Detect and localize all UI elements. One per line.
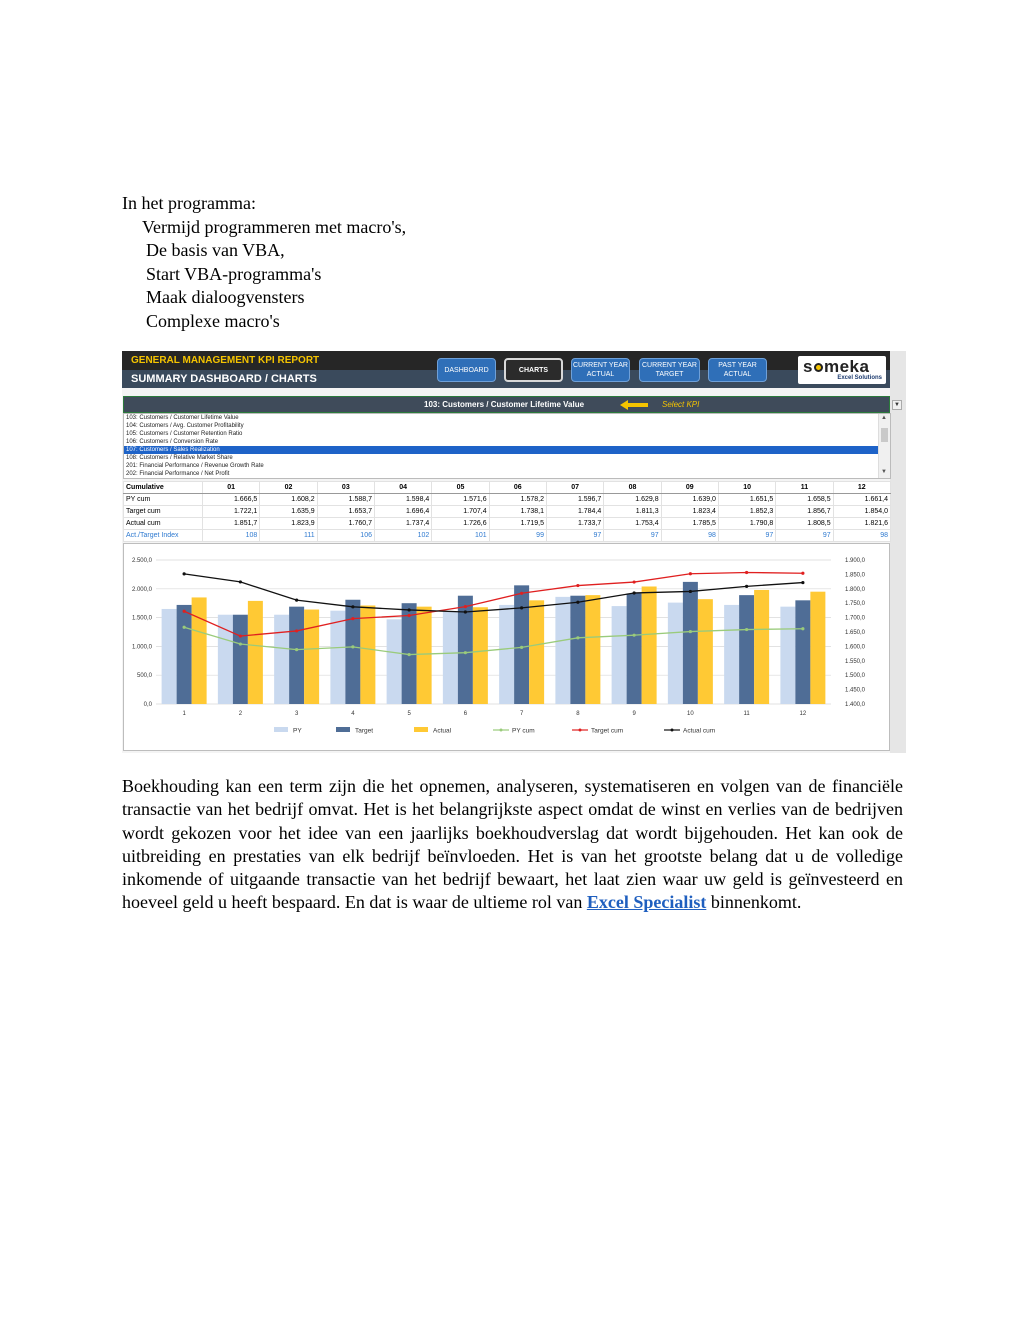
legend-marker (579, 729, 582, 732)
table-header-row (124, 482, 891, 494)
table-cell: 1.707,4 (432, 506, 489, 518)
someka-logo (798, 356, 886, 384)
point-actual-cum (408, 608, 411, 611)
current-year-target-button[interactable] (639, 358, 700, 382)
row-label: Act./Target Index (124, 530, 203, 542)
y-tick-label: 0,0 (143, 702, 152, 708)
chart-svg (124, 544, 889, 750)
point-py-cum (239, 642, 242, 645)
point-target-cum (745, 571, 748, 574)
x-tick-label: 5 (407, 711, 411, 717)
x-tick-label: 12 (799, 711, 807, 717)
header-cell: 07 (546, 482, 603, 494)
button-label-line2: ACTUAL (586, 371, 615, 378)
bar-target (345, 600, 360, 704)
kpi-list-item[interactable]: 105: Customers / Customer Retention Ratio (126, 431, 243, 437)
y2-tick-label: 1.900,0 (845, 558, 866, 564)
point-py-cum (295, 648, 298, 651)
legend-swatch (274, 727, 288, 732)
intro-item: Maak dialoogvensters (146, 287, 305, 307)
bar-actual (248, 601, 263, 704)
dropdown-arrow-icon[interactable]: ▼ (892, 400, 902, 410)
point-target-cum (801, 572, 804, 575)
table-cell: 1.738,1 (489, 506, 546, 518)
scroll-up-icon[interactable]: ▲ (881, 415, 887, 421)
kpi-selector-bar[interactable] (123, 396, 890, 413)
charts-button[interactable] (504, 358, 563, 382)
kpi-list-item[interactable]: 104: Customers / Avg. Customer Profitability (126, 423, 244, 429)
bar-py (499, 605, 514, 704)
listbox-scrollbar[interactable] (878, 414, 890, 478)
bar-py (724, 605, 739, 704)
table-cell: 1.811,3 (604, 506, 661, 518)
bar-py (218, 615, 233, 704)
point-target-cum (576, 584, 579, 587)
table-cell: 101 (432, 530, 489, 542)
logo-tagline: Excel Solutions (837, 375, 882, 381)
table-cell: 99 (489, 530, 546, 542)
y2-tick-label: 1.550,0 (845, 658, 866, 665)
point-py-cum (464, 651, 467, 654)
kpi-list-item[interactable]: 106: Customers / Conversion Rate (126, 439, 219, 445)
table-cell: 1.760,7 (317, 518, 374, 530)
kpi-list-item[interactable]: 108: Customers / Relative Market Share (126, 455, 233, 461)
bar-actual (642, 586, 657, 704)
bar-py (612, 606, 627, 704)
x-tick-label: 8 (576, 711, 580, 717)
point-py-cum (408, 653, 411, 656)
y-tick-label: 500,0 (136, 673, 152, 680)
header-cell: 10 (718, 482, 775, 494)
dashboard-button[interactable] (437, 358, 496, 382)
table-cell: 1.658,5 (776, 494, 833, 506)
bar-target (627, 593, 642, 704)
bar-actual (810, 592, 825, 704)
current-year-actual-button[interactable] (571, 358, 630, 382)
table-cell: 1.784,4 (546, 506, 603, 518)
kpi-list-item[interactable]: 103: Customers / Customer Lifetime Value (126, 415, 239, 421)
kpi-list-item[interactable]: 202: Financial Performance / Net Profit (126, 471, 230, 477)
combo-chart (123, 543, 890, 751)
y2-tick-label: 1.500,0 (845, 673, 866, 680)
point-actual-cum (633, 591, 636, 594)
table-cell: 1.726,6 (432, 518, 489, 530)
table-row (124, 506, 891, 518)
y2-tick-label: 1.600,0 (845, 644, 866, 651)
x-tick-label: 9 (632, 711, 636, 717)
x-tick-label: 4 (351, 711, 355, 717)
table-cell: 1.653,7 (317, 506, 374, 518)
table-cell: 1.635,9 (260, 506, 317, 518)
y2-tick-label: 1.650,0 (845, 630, 866, 636)
report-title: GENERAL MANAGEMENT KPI REPORT (131, 355, 320, 366)
table-cell: 1.578,2 (489, 494, 546, 506)
paragraph-text: Boekhouding kan een term zijn die het opnemen, analyseren, systematiseren en volgen van de financiële transactie van het bedrijf omvat. Het is het belangrijkste aspect omdat de winst en verlies van de bedrijven wordt gekozen voor het idee van een jaarlijks boekhoudverslag dat wordt bijgehouden. Het kan ook de uitbreiding en prestaties van elk bedrijf beïnvloeden. Het is van het grootste belang dat u de volledige inkomende of uitgaande transactie van het bedrijf bewaart, het laat zien waar uw geld is geïnvesteerd en hoeveel geld u heeft bespaard. En dat is waar de ultieme rol van (122, 776, 903, 913)
header-cell: 06 (489, 482, 546, 494)
point-actual-cum (745, 585, 748, 588)
bar-target (233, 615, 248, 704)
bar-target (739, 595, 754, 704)
table-cell: 1.856,7 (776, 506, 833, 518)
point-target-cum (239, 634, 242, 637)
bar-actual (417, 607, 432, 704)
logo-dot-icon (814, 363, 823, 372)
y-tick-label: 1.500,0 (131, 615, 152, 622)
kpi-list-item-selected[interactable]: 107: Customers / Sales Realization (124, 446, 890, 454)
bar-actual (698, 599, 713, 704)
bar-py (330, 611, 345, 704)
sheet-margin (890, 351, 906, 753)
x-tick-label: 6 (463, 711, 468, 717)
table-cell: 1.661,4 (833, 494, 890, 506)
bar-py (780, 607, 795, 704)
point-actual-cum (576, 601, 579, 604)
point-py-cum (183, 626, 186, 629)
table-cell: 1.753,4 (604, 518, 661, 530)
x-tick-label: 1 (182, 711, 186, 717)
bar-actual (754, 590, 769, 704)
point-target-cum (351, 617, 354, 620)
table-cell: 1.639,0 (661, 494, 718, 506)
y2-tick-label: 1.700,0 (845, 615, 866, 622)
point-actual-cum (464, 610, 467, 613)
legend-marker (671, 729, 674, 732)
bar-target (683, 582, 698, 704)
legend-marker (500, 729, 503, 732)
point-actual-cum (183, 572, 186, 575)
button-label-line2: TARGET (655, 371, 684, 378)
legend-swatch (414, 727, 428, 732)
bar-py (555, 597, 570, 704)
table-cell: 1.722,1 (203, 506, 260, 518)
table-cell: 97 (604, 530, 661, 542)
header-cell: 08 (604, 482, 661, 494)
table-cell: 98 (661, 530, 718, 542)
point-py-cum (633, 634, 636, 637)
point-py-cum (689, 630, 692, 633)
header-cell: 11 (776, 482, 833, 494)
report-subtitle: SUMMARY DASHBOARD / CHARTS (131, 373, 317, 385)
point-py-cum (576, 636, 579, 639)
point-py-cum (520, 646, 523, 649)
button-label-line1: PAST YEAR (718, 362, 757, 369)
table-cell: 1.733,7 (546, 518, 603, 530)
intro-block (122, 192, 406, 333)
header-cell: Cumulative (124, 482, 203, 494)
y-tick-label: 1.000,0 (131, 644, 152, 651)
point-actual-cum (295, 599, 298, 602)
dashboard-header (122, 351, 890, 388)
bar-target (514, 585, 529, 704)
paragraph-text-end: binnenkomt. (706, 892, 802, 913)
point-target-cum (183, 610, 186, 613)
y2-tick-label: 1.450,0 (845, 687, 866, 694)
y-tick-label: 2.500,0 (131, 558, 152, 564)
legend-label: Target cum (591, 727, 624, 735)
legend-label: PY cum (512, 727, 535, 735)
table-cell: 102 (374, 530, 431, 542)
table-cell: 1.852,3 (718, 506, 775, 518)
x-tick-label: 11 (743, 711, 750, 717)
table-cell: 1.571,6 (432, 494, 489, 506)
row-label: PY cum (124, 494, 203, 506)
point-target-cum (520, 592, 523, 595)
table-cell: 1.629,8 (604, 494, 661, 506)
point-target-cum (633, 580, 636, 583)
excel-specialist-link[interactable]: Excel Specialist (586, 892, 707, 913)
header-cell: 01 (203, 482, 260, 494)
point-py-cum (745, 628, 748, 631)
header-cell: 03 (317, 482, 374, 494)
intro-item: De basis van VBA, (146, 240, 285, 260)
bar-py (668, 603, 683, 704)
table-cell: 1.854,0 (833, 506, 890, 518)
bar-py (443, 612, 458, 704)
header-cell: 05 (432, 482, 489, 494)
point-actual-cum (689, 590, 692, 593)
table-cell: 1.790,8 (718, 518, 775, 530)
table-cell: 1.596,7 (546, 494, 603, 506)
table-cell: 111 (260, 530, 317, 542)
bar-py (387, 619, 402, 704)
body-paragraph (122, 775, 903, 915)
bar-actual (585, 595, 600, 704)
header-cell: 02 (260, 482, 317, 494)
y-tick-label: 2.000,0 (131, 586, 152, 593)
table-cell: 1.598,4 (374, 494, 431, 506)
legend-label: Target (355, 727, 374, 735)
kpi-listbox[interactable] (123, 413, 891, 479)
select-kpi-hint: Select KPI (662, 400, 700, 409)
table-cell: 1.666,5 (203, 494, 260, 506)
bar-actual (529, 600, 544, 704)
y2-tick-label: 1.800,0 (845, 586, 866, 593)
point-target-cum (408, 614, 411, 617)
bar-target (177, 605, 192, 704)
y2-tick-label: 1.400,0 (845, 702, 866, 708)
table-cell: 1.588,7 (317, 494, 374, 506)
table-cell: 1.851,7 (203, 518, 260, 530)
legend-swatch (336, 727, 350, 732)
x-tick-label: 7 (519, 711, 524, 717)
table-cell: 97 (546, 530, 603, 542)
bar-actual (192, 597, 207, 704)
row-label: Target cum (124, 506, 203, 518)
logo-wordmark: s meka (803, 357, 870, 376)
table-cell: 1.737,4 (374, 518, 431, 530)
table-cell: 1.821,6 (833, 518, 890, 530)
table-cell: 1.719,5 (489, 518, 546, 530)
table-cell: 1.823,9 (260, 518, 317, 530)
table-cell: 1.696,4 (374, 506, 431, 518)
y2-tick-label: 1.750,0 (845, 601, 866, 608)
kpi-dashboard-image (122, 351, 906, 753)
bar-actual (473, 607, 488, 704)
bar-target (570, 596, 585, 704)
legend-label: Actual cum (683, 727, 716, 735)
point-actual-cum (239, 580, 242, 583)
scroll-down-icon[interactable]: ▼ (881, 469, 887, 475)
point-target-cum (464, 605, 467, 608)
x-tick-label: 3 (294, 711, 299, 717)
point-actual-cum (801, 581, 804, 584)
intro-item: Vermijd programmeren met macro's, (142, 216, 407, 237)
table-cell: 1.823,4 (661, 506, 718, 518)
cumulative-table (123, 481, 891, 542)
table-cell: 97 (776, 530, 833, 542)
point-py-cum (801, 627, 804, 630)
arrow-left-icon (620, 400, 648, 410)
x-tick-label: 2 (238, 711, 243, 717)
selected-kpi-label: 103: Customers / Customer Lifetime Value (424, 400, 585, 409)
x-tick-label: 10 (687, 711, 694, 717)
point-py-cum (351, 645, 354, 648)
table-cell: 1.785,5 (661, 518, 718, 530)
point-target-cum (295, 629, 298, 632)
legend-label: Actual (433, 727, 452, 735)
intro-heading: In het programma: (122, 193, 256, 213)
bar-py (274, 615, 289, 704)
table-cell: 1.608,2 (260, 494, 317, 506)
bar-actual (360, 606, 375, 704)
table-row (124, 494, 891, 506)
button-label-line2: ACTUAL (723, 371, 752, 378)
intro-item: Complexe macro's (146, 310, 280, 331)
table-row (124, 518, 891, 530)
point-actual-cum (351, 605, 354, 608)
bar-actual (304, 610, 319, 704)
row-label: Actual cum (124, 518, 203, 530)
charts-button-label: CHARTS (518, 366, 549, 374)
legend-label: PY (293, 727, 302, 735)
intro-item: Start VBA-programma's (146, 263, 322, 284)
dashboard-button-label: DASHBOARD (444, 366, 489, 374)
button-label-line1: CURRENT YEAR (642, 362, 697, 369)
table-cell: 1.651,5 (718, 494, 775, 506)
index-row (124, 530, 891, 542)
y2-tick-label: 1.850,0 (845, 572, 866, 579)
point-actual-cum (520, 606, 523, 609)
header-cell: 12 (833, 482, 890, 494)
scroll-thumb[interactable] (881, 428, 888, 442)
table-cell: 108 (203, 530, 260, 542)
bar-target (795, 600, 810, 704)
point-target-cum (689, 572, 692, 575)
table-cell: 97 (718, 530, 775, 542)
kpi-list-item[interactable]: 201: Financial Performance / Revenue Growth Rate (126, 463, 264, 469)
header-cell: 09 (661, 482, 718, 494)
bar-target (289, 607, 304, 704)
header-cell: 04 (374, 482, 431, 494)
past-year-actual-button[interactable] (708, 358, 767, 382)
table-cell: 98 (833, 530, 890, 542)
table-cell: 1.808,5 (776, 518, 833, 530)
table-cell: 106 (317, 530, 374, 542)
bar-py (162, 609, 177, 704)
button-label-line1: CURRENT YEAR (573, 362, 628, 369)
